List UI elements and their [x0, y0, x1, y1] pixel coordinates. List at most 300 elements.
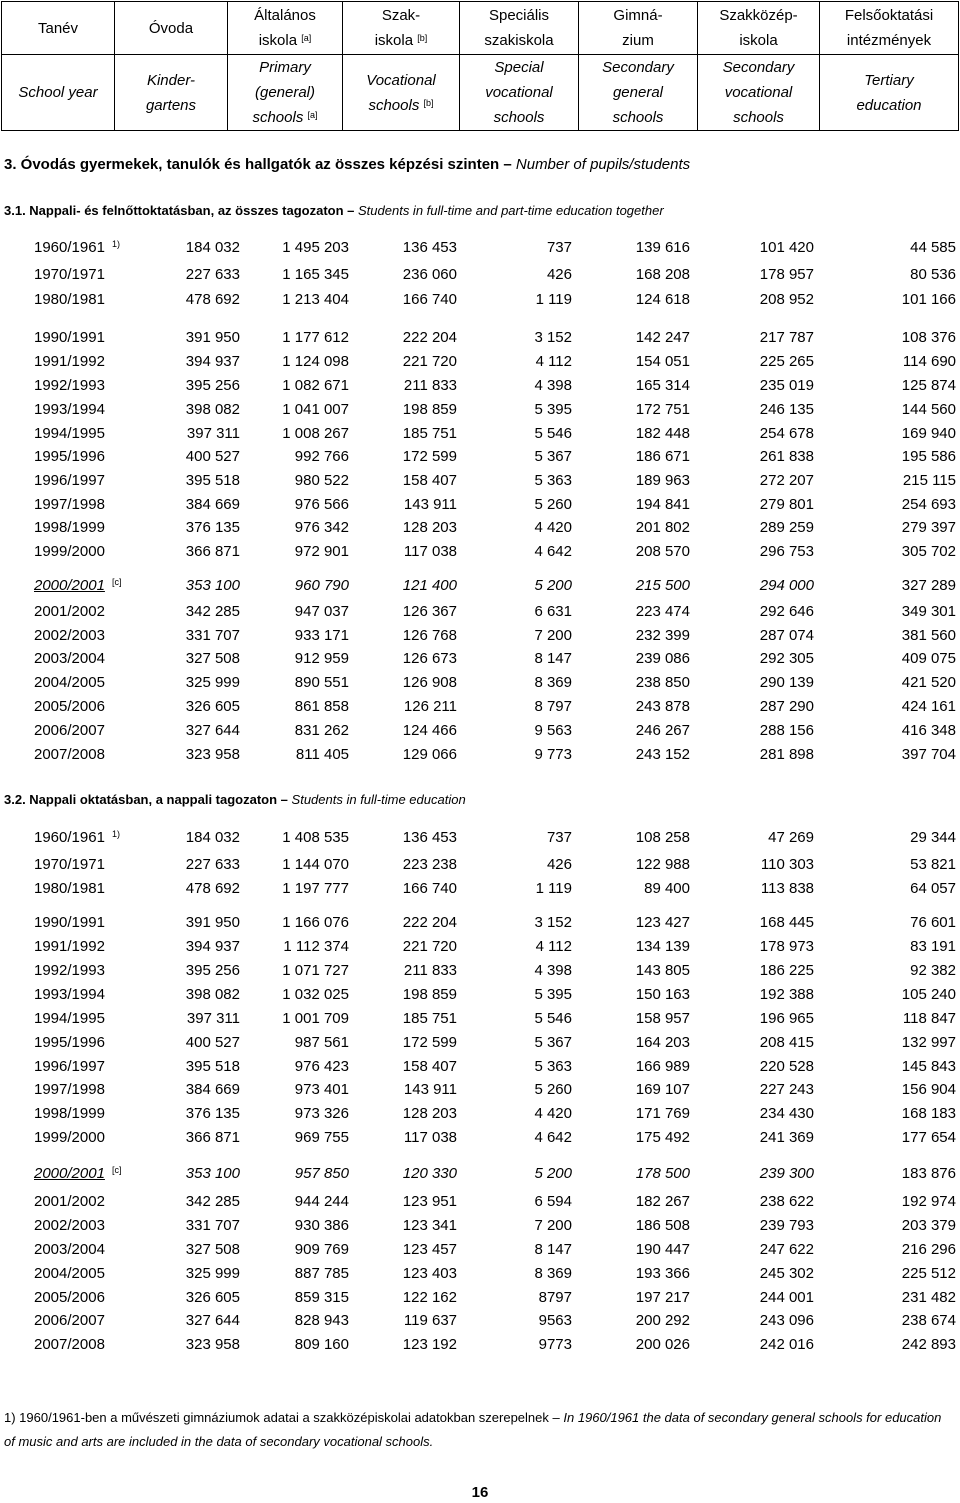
cell-vocational: 122 162: [402, 1289, 457, 1306]
cell-tertiary: 242 893: [901, 1336, 956, 1353]
cell-secondary-vocational: 290 139: [759, 674, 814, 691]
cell-year: 1994/1995: [34, 1010, 105, 1027]
cell-secondary-vocational: 239 300: [759, 1165, 814, 1182]
cell-primary: 1 165 345: [282, 266, 349, 283]
cell-kindergartens: 395 256: [185, 377, 240, 394]
table-row: [0, 1311, 960, 1331]
cell-kindergartens: 353 100: [185, 1165, 240, 1182]
cell-year: 1970/1971: [34, 856, 105, 873]
cell-tertiary: 44 585: [910, 239, 956, 256]
cell-secondary-general: 186 508: [635, 1217, 690, 1234]
cell-special-vocational: 4 398: [534, 962, 572, 979]
cell-primary: 976 566: [294, 496, 349, 513]
cell-vocational: 223 238: [402, 856, 457, 873]
cell-secondary-vocational: 254 678: [759, 425, 814, 442]
header-kindergarten-en: Kinder- gartens: [115, 55, 228, 131]
cell-secondary-general: 200 026: [635, 1336, 690, 1353]
table-row: [0, 937, 960, 957]
cell-tertiary: 92 382: [910, 962, 956, 979]
cell-year: 2000/2001: [34, 577, 105, 594]
table-row: [0, 518, 960, 538]
cell-kindergartens: 327 644: [185, 1312, 240, 1329]
cell-secondary-general: 150 163: [635, 986, 690, 1003]
cell-kindergartens: 376 135: [185, 1105, 240, 1122]
header-special-hu: Speciális szakiskola: [460, 2, 579, 55]
header-year-hu: Tanév: [2, 2, 115, 55]
cell-secondary-general: 238 850: [635, 674, 690, 691]
cell-secondary-general: 123 427: [635, 914, 690, 931]
table-row: [0, 265, 960, 285]
cell-primary: 1 166 076: [282, 914, 349, 931]
cell-secondary-general: 108 258: [635, 829, 690, 846]
cell-secondary-vocational: 178 973: [759, 938, 814, 955]
cell-special-vocational: 7 200: [534, 1217, 572, 1234]
cell-tertiary: 108 376: [901, 329, 956, 346]
header-secvocational-en: Secondary vocational schools: [698, 55, 820, 131]
cell-vocational: 123 341: [402, 1217, 457, 1234]
header-tertiary-en: Tertiary education: [820, 55, 959, 131]
cell-vocational: 128 203: [402, 519, 457, 536]
table-row: [0, 626, 960, 646]
cell-vocational: 126 908: [402, 674, 457, 691]
cell-kindergartens: 398 082: [185, 986, 240, 1003]
cell-tertiary: 177 654: [901, 1129, 956, 1146]
cell-primary: 1 008 267: [282, 425, 349, 442]
cell-special-vocational: 737: [546, 239, 572, 256]
cell-tertiary: 416 348: [901, 722, 956, 739]
page-number: 16: [471, 1484, 489, 1501]
table-row: [0, 879, 960, 899]
cell-secondary-vocational: 208 415: [759, 1034, 814, 1051]
cell-special-vocational: 6 594: [534, 1193, 572, 1210]
cell-primary: 811 405: [295, 746, 349, 763]
cell-special-vocational: 9773: [538, 1336, 572, 1353]
cell-special-vocational: 5 200: [534, 577, 572, 594]
cell-secondary-vocational: 292 646: [759, 603, 814, 620]
cell-year: 1996/1997: [34, 1058, 105, 1075]
cell-secondary-general: 165 314: [635, 377, 690, 394]
cell-kindergartens: 353 100: [185, 577, 240, 594]
header-kindergarten-hu: Óvoda: [115, 2, 228, 55]
cell-tertiary: 397 704: [901, 746, 956, 763]
cell-kindergartens: 366 871: [185, 1129, 240, 1146]
cell-vocational: 158 407: [402, 472, 457, 489]
cell-secondary-vocational: 272 207: [759, 472, 814, 489]
cell-primary: 987 561: [294, 1034, 349, 1051]
cell-primary: 861 858: [294, 698, 349, 715]
cell-primary: 930 386: [294, 1217, 349, 1234]
table-row: [0, 1264, 960, 1284]
cell-kindergartens: 325 999: [185, 1265, 240, 1282]
cell-vocational: 129 066: [402, 746, 457, 763]
cell-year: 1993/1994: [34, 401, 105, 418]
cell-secondary-general: 232 399: [635, 627, 690, 644]
cell-special-vocational: 4 642: [534, 1129, 572, 1146]
cell-vocational: 221 720: [402, 938, 457, 955]
cell-tertiary: 421 520: [901, 674, 956, 691]
cell-year: 1998/1999: [34, 519, 105, 536]
footnote-mark: [c]: [112, 577, 122, 587]
table-row: [0, 1216, 960, 1236]
cell-vocational: 136 453: [402, 829, 457, 846]
cell-year: 1992/1993: [34, 962, 105, 979]
cell-primary: 809 160: [294, 1336, 349, 1353]
table-row: [0, 424, 960, 444]
cell-tertiary: 156 904: [901, 1081, 956, 1098]
table-row: [0, 238, 960, 258]
cell-secondary-vocational: 294 000: [759, 577, 814, 594]
table-row: [0, 352, 960, 372]
cell-secondary-vocational: 110 303: [760, 856, 814, 873]
cell-secondary-vocational: 235 019: [759, 377, 814, 394]
cell-secondary-vocational: 247 622: [759, 1241, 814, 1258]
cell-tertiary: 145 843: [901, 1058, 956, 1075]
table-row: [0, 1033, 960, 1053]
cell-year: 2007/2008: [34, 746, 105, 763]
header-tertiary-hu: Felsőoktatási intézmények: [820, 2, 959, 55]
cell-secondary-vocational: 292 305: [759, 650, 814, 667]
cell-kindergartens: 478 692: [185, 880, 240, 897]
cell-special-vocational: 8 147: [534, 1241, 572, 1258]
table-row: [0, 745, 960, 765]
table-row: [0, 1009, 960, 1029]
cell-year: 2006/2007: [34, 722, 105, 739]
cell-kindergartens: 394 937: [185, 353, 240, 370]
cell-secondary-vocational: 225 265: [759, 353, 814, 370]
cell-special-vocational: 426: [546, 856, 572, 873]
table-row: [0, 855, 960, 875]
cell-kindergartens: 331 707: [185, 1217, 240, 1234]
cell-primary: 909 769: [294, 1241, 349, 1258]
cell-tertiary: 125 874: [901, 377, 956, 394]
cell-year: 1960/1961: [34, 829, 105, 846]
cell-kindergartens: 326 605: [185, 698, 240, 715]
cell-kindergartens: 397 311: [186, 1010, 240, 1027]
cell-primary: 1 213 404: [282, 291, 349, 308]
cell-vocational: 123 192: [402, 1336, 457, 1353]
cell-kindergartens: 398 082: [185, 401, 240, 418]
cell-kindergartens: 342 285: [185, 603, 240, 620]
cell-kindergartens: 326 605: [185, 1289, 240, 1306]
cell-secondary-vocational: 261 838: [759, 448, 814, 465]
cell-kindergartens: 394 937: [185, 938, 240, 955]
table-row: [0, 913, 960, 933]
table-row: [0, 1128, 960, 1148]
cell-primary: 973 401: [294, 1081, 349, 1098]
cell-special-vocational: 5 395: [534, 401, 572, 418]
cell-secondary-vocational: 239 793: [759, 1217, 814, 1234]
cell-primary: 957 850: [294, 1165, 349, 1182]
cell-vocational: 185 751: [402, 425, 457, 442]
cell-year: 1992/1993: [34, 377, 105, 394]
cell-secondary-vocational: 168 445: [759, 914, 814, 931]
cell-secondary-general: 239 086: [635, 650, 690, 667]
table-row: [0, 447, 960, 467]
cell-vocational: 211 833: [403, 962, 457, 979]
cell-year: 1998/1999: [34, 1105, 105, 1122]
cell-primary: 887 785: [294, 1265, 349, 1282]
cell-secondary-general: 139 616: [635, 239, 690, 256]
cell-special-vocational: 1 119: [535, 291, 572, 308]
cell-vocational: 221 720: [402, 353, 457, 370]
cell-secondary-vocational: 217 787: [759, 329, 814, 346]
cell-vocational: 119 637: [403, 1312, 457, 1329]
cell-primary: 1 408 535: [282, 829, 349, 846]
cell-special-vocational: 4 398: [534, 377, 572, 394]
cell-year: 2004/2005: [34, 1265, 105, 1282]
table-row: [0, 471, 960, 491]
cell-year: 1970/1971: [34, 266, 105, 283]
header-vocational-en: Vocational schools [b]: [343, 55, 460, 131]
cell-year: 1991/1992: [34, 353, 105, 370]
cell-year: 2001/2002: [34, 603, 105, 620]
cell-year: 2003/2004: [34, 1241, 105, 1258]
cell-secondary-vocational: 186 225: [759, 962, 814, 979]
cell-secondary-general: 243 152: [635, 746, 690, 763]
cell-secondary-vocational: 196 965: [759, 1010, 814, 1027]
table-row: [0, 1164, 960, 1184]
cell-secondary-general: 208 570: [635, 543, 690, 560]
cell-secondary-general: 154 051: [635, 353, 690, 370]
cell-primary: 933 171: [294, 627, 349, 644]
footnote: 1) 1960/1961-ben a művészeti gimnáziumok adatai a szakközépiskolai adatokban szerepelnek – In 1960/1961 the data of secondary general schools for education of music and arts are included in the data of secondary vocational schools.: [4, 1410, 942, 1449]
cell-secondary-general: 215 500: [635, 577, 690, 594]
cell-vocational: 198 859: [402, 401, 457, 418]
cell-special-vocational: 4 112: [535, 353, 572, 370]
cell-special-vocational: 9 773: [534, 746, 572, 763]
cell-year: 2007/2008: [34, 1336, 105, 1353]
cell-secondary-general: 143 805: [635, 962, 690, 979]
table-row: [0, 673, 960, 693]
footnote-mark: 1): [112, 829, 121, 839]
cell-tertiary: 80 536: [910, 266, 956, 283]
cell-tertiary: 215 115: [902, 472, 956, 489]
cell-vocational: 172 599: [402, 1034, 457, 1051]
cell-secondary-general: 122 988: [635, 856, 690, 873]
cell-special-vocational: 4 420: [534, 1105, 572, 1122]
cell-vocational: 136 453: [402, 239, 457, 256]
cell-secondary-vocational: 242 016: [759, 1336, 814, 1353]
cell-vocational: 121 400: [402, 577, 457, 594]
cell-kindergartens: 376 135: [185, 519, 240, 536]
table-row: [0, 602, 960, 622]
cell-vocational: 123 403: [402, 1265, 457, 1282]
cell-year: 2001/2002: [34, 1193, 105, 1210]
cell-year: 2002/2003: [34, 1217, 105, 1234]
cell-primary: 1 197 777: [282, 880, 349, 897]
cell-primary: 831 262: [294, 722, 349, 739]
table-row: [0, 649, 960, 669]
cell-kindergartens: 227 633: [185, 856, 240, 873]
table-row: [0, 1288, 960, 1308]
cell-tertiary: 53 821: [910, 856, 956, 873]
cell-secondary-general: 189 963: [635, 472, 690, 489]
cell-kindergartens: 391 950: [185, 914, 240, 931]
cell-special-vocational: 426: [546, 266, 572, 283]
cell-vocational: 120 330: [402, 1165, 457, 1182]
cell-special-vocational: 737: [546, 829, 572, 846]
cell-year: 2005/2006: [34, 1289, 105, 1306]
cell-tertiary: 118 847: [902, 1010, 956, 1027]
cell-year: 1999/2000: [34, 1129, 105, 1146]
table-row: [0, 1080, 960, 1100]
cell-primary: 992 766: [294, 448, 349, 465]
cell-secondary-general: 194 841: [635, 496, 690, 513]
cell-year: 1993/1994: [34, 986, 105, 1003]
cell-year: 2002/2003: [34, 627, 105, 644]
cell-tertiary: 29 344: [910, 829, 956, 846]
table-row: [0, 542, 960, 562]
table-row: [0, 721, 960, 741]
cell-primary: 969 755: [294, 1129, 349, 1146]
section2-title: 3.2. Nappali oktatásban, a nappali tagozaton – Students in full-time education: [4, 792, 466, 807]
cell-secondary-general: 124 618: [635, 291, 690, 308]
cell-primary: 1 124 098: [282, 353, 349, 370]
cell-vocational: 222 204: [402, 914, 457, 931]
cell-kindergartens: 478 692: [185, 291, 240, 308]
cell-kindergartens: 184 032: [185, 239, 240, 256]
cell-year: 1997/1998: [34, 496, 105, 513]
cell-primary: 960 790: [294, 577, 349, 594]
footnote-mark: 1): [112, 239, 121, 249]
cell-kindergartens: 395 518: [185, 472, 240, 489]
cell-secondary-vocational: 238 622: [759, 1193, 814, 1210]
cell-primary: 1 177 612: [282, 329, 349, 346]
cell-kindergartens: 327 508: [185, 650, 240, 667]
cell-secondary-general: 164 203: [635, 1034, 690, 1051]
cell-special-vocational: 5 395: [534, 986, 572, 1003]
cell-year: 1996/1997: [34, 472, 105, 489]
cell-kindergartens: 327 644: [185, 722, 240, 739]
cell-year: 1995/1996: [34, 1034, 105, 1051]
cell-secondary-general: 200 292: [635, 1312, 690, 1329]
cell-secondary-vocational: 227 243: [759, 1081, 814, 1098]
cell-primary: 890 551: [294, 674, 349, 691]
cell-vocational: 236 060: [402, 266, 457, 283]
cell-kindergartens: 227 633: [185, 266, 240, 283]
cell-secondary-vocational: 245 302: [759, 1265, 814, 1282]
cell-primary: 972 901: [294, 543, 349, 560]
cell-tertiary: 64 057: [910, 880, 956, 897]
cell-tertiary: 381 560: [901, 627, 956, 644]
cell-secondary-general: 171 769: [635, 1105, 690, 1122]
cell-vocational: 172 599: [402, 448, 457, 465]
cell-kindergartens: 395 256: [185, 962, 240, 979]
cell-tertiary: 114 690: [902, 353, 956, 370]
cell-tertiary: 144 560: [901, 401, 956, 418]
cell-special-vocational: 9563: [538, 1312, 572, 1329]
cell-tertiary: 203 379: [901, 1217, 956, 1234]
cell-secondary-general: 172 751: [635, 401, 690, 418]
cell-special-vocational: 5 546: [534, 425, 572, 442]
cell-kindergartens: 397 311: [186, 425, 240, 442]
cell-tertiary: 349 301: [901, 603, 956, 620]
cell-vocational: 185 751: [402, 1010, 457, 1027]
table-row: [0, 328, 960, 348]
cell-secondary-vocational: 279 801: [759, 496, 814, 513]
header-secgeneral-en: Secondary general schools: [579, 55, 698, 131]
cell-kindergartens: 366 871: [185, 543, 240, 560]
cell-kindergartens: 400 527: [185, 448, 240, 465]
table-row: [0, 828, 960, 848]
cell-special-vocational: 8 797: [534, 698, 572, 715]
cell-secondary-general: 169 107: [635, 1081, 690, 1098]
cell-secondary-general: 182 267: [635, 1193, 690, 1210]
table-row: [0, 1104, 960, 1124]
table-row: [0, 400, 960, 420]
cell-secondary-general: 190 447: [635, 1241, 690, 1258]
cell-secondary-general: 166 989: [635, 1058, 690, 1075]
cell-special-vocational: 5 367: [534, 1034, 572, 1051]
cell-kindergartens: 391 950: [185, 329, 240, 346]
cell-year: 1960/1961: [34, 239, 105, 256]
cell-secondary-vocational: 113 838: [760, 880, 814, 897]
cell-primary: 944 244: [294, 1193, 349, 1210]
cell-primary: 976 342: [294, 519, 349, 536]
cell-tertiary: 195 586: [901, 448, 956, 465]
cell-year: 1991/1992: [34, 938, 105, 955]
cell-year: 2006/2007: [34, 1312, 105, 1329]
cell-kindergartens: 325 999: [185, 674, 240, 691]
cell-year: 2003/2004: [34, 650, 105, 667]
cell-year: 2004/2005: [34, 674, 105, 691]
cell-kindergartens: 400 527: [185, 1034, 240, 1051]
cell-primary: 1 144 070: [282, 856, 349, 873]
table-row: [0, 985, 960, 1005]
cell-special-vocational: 3 152: [534, 914, 572, 931]
cell-secondary-vocational: 246 135: [759, 401, 814, 418]
section1-title: 3.1. Nappali- és felnőttoktatásban, az összes tagozaton – Students in full-time and part-time education together: [4, 203, 664, 218]
cell-vocational: 143 911: [403, 1081, 457, 1098]
cell-secondary-vocational: 296 753: [759, 543, 814, 560]
table-row: [0, 290, 960, 310]
cell-primary: 947 037: [294, 603, 349, 620]
cell-tertiary: 105 240: [901, 986, 956, 1003]
cell-kindergartens: 384 669: [185, 1081, 240, 1098]
cell-vocational: 117 038: [403, 1129, 457, 1146]
cell-special-vocational: 8797: [538, 1289, 572, 1306]
cell-special-vocational: 4 642: [534, 543, 572, 560]
table-row: [0, 576, 960, 596]
cell-kindergartens: 395 518: [185, 1058, 240, 1075]
cell-tertiary: 231 482: [901, 1289, 956, 1306]
cell-year: 1994/1995: [34, 425, 105, 442]
cell-special-vocational: 6 631: [534, 603, 572, 620]
cell-year: 1999/2000: [34, 543, 105, 560]
cell-special-vocational: 9 563: [534, 722, 572, 739]
header-secvocational-hu: Szakközép- iskola: [698, 2, 820, 55]
header-secgeneral-hu: Gimná- zium: [579, 2, 698, 55]
cell-secondary-general: 142 247: [635, 329, 690, 346]
cell-tertiary: 424 161: [901, 698, 956, 715]
cell-year: 1990/1991: [34, 914, 105, 931]
table-row: [0, 961, 960, 981]
cell-vocational: 211 833: [403, 377, 457, 394]
cell-primary: 1 032 025: [282, 986, 349, 1003]
header-year-en: School year: [2, 55, 115, 131]
header-table: [1, 1, 959, 131]
cell-secondary-general: 134 139: [635, 938, 690, 955]
cell-secondary-vocational: 192 388: [759, 986, 814, 1003]
cell-tertiary: 216 296: [901, 1241, 956, 1258]
cell-primary: 828 943: [294, 1312, 349, 1329]
footnote-mark: [c]: [112, 1165, 122, 1175]
cell-tertiary: 279 397: [901, 519, 956, 536]
cell-special-vocational: 5 200: [534, 1165, 572, 1182]
cell-year: 1990/1991: [34, 329, 105, 346]
cell-year: 1980/1981: [34, 880, 105, 897]
cell-vocational: 198 859: [402, 986, 457, 1003]
